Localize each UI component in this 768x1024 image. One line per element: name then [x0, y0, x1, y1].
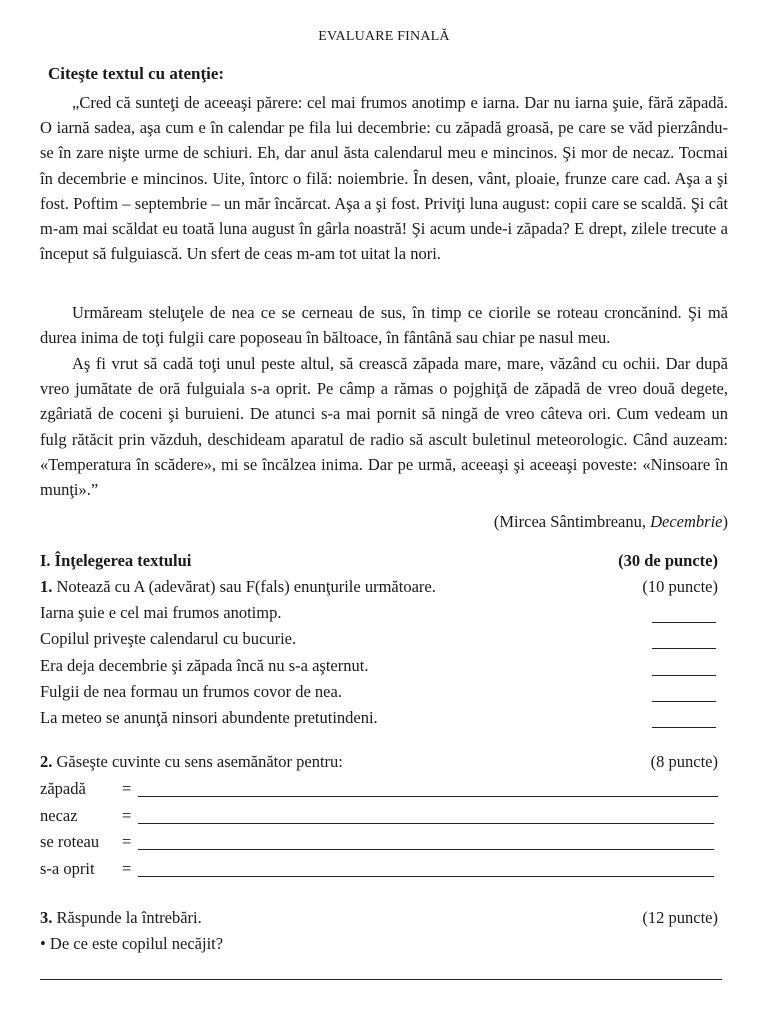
section-1-header	[40, 551, 718, 571]
synonym-row-2: necaz =	[40, 806, 718, 826]
section-1-points: (30 de puncte)	[618, 551, 718, 570]
answer-blank-1[interactable]	[652, 621, 716, 623]
reading-instruction: Citeşte textul cu atenţie:	[48, 64, 225, 83]
page-title: EVALUARE FINALĂ	[318, 29, 450, 44]
answer-blank-4[interactable]	[652, 700, 716, 702]
answer-blank-5[interactable]	[652, 726, 716, 728]
answer-blank-2[interactable]	[652, 647, 716, 649]
question-3-header: 3. Răspunde la întrebări. (12 puncte)	[40, 908, 718, 927]
synonym-row-3: se roteau =	[40, 832, 718, 852]
source-work-title: Decembrie	[650, 512, 723, 531]
synonym-answer-line-4[interactable]	[138, 875, 714, 877]
question-3-prompt: • De ce este copilul necăjit?	[40, 934, 224, 953]
synonym-answer-line-1[interactable]	[138, 795, 718, 797]
section-1-title: I. Înţelegerea textului	[40, 551, 192, 570]
statement-4: Fulgii de nea formau un frumos covor de nea.	[40, 682, 718, 702]
question-2-header: 2. Găseşte cuvinte cu sens asemănător pentru: (8 puncte)	[40, 752, 718, 771]
text-paragraph-3: Aş fi vrut să cadă toţi unul peste altul, să crească zăpada mare, mare, văzând cu ochii. Dar după vreo jumătate de oră fulguiala s-a oprit. Pe câmp a rămas o pojghiţă de zăpadă de vreo două degete, zgâriată de coceni şi buruieni. De atunci s-a mai pornit să ningă de vreo câteva ori. Cum vedeam un fulg rătăcit prin văzduh, deschideam aparatul de radio să ascult buletinul meteorologic. Când auzeam: «Temperatura în scădere», mi se încălzea inima. Dar pe urmă, aceeaşi şi aceeaşi poveste: «Ninsoare în munţi».”	[40, 354, 728, 500]
question-1-points: (10 puncte)	[642, 577, 718, 596]
text-source: (Mircea Sântimbreanu, Decembrie)	[493, 512, 728, 531]
synonym-row-1: zăpadă =	[40, 779, 718, 799]
statement-2: Copilul priveşte calendarul cu bucurie.	[40, 629, 718, 649]
answer-blank-3[interactable]	[652, 674, 716, 676]
question-1-header: 1. Notează cu A (adevărat) sau F(fals) enunţurile următoare. (10 puncte)	[40, 577, 718, 596]
text-paragraph-1: „Cred că sunteţi de aceeaşi părere: cel mai frumos anotimp e iarna. Dar nu iarna şuie, fără zăpadă. O iarnă sadea, aşa cum e în calendar pe fila lui decembrie: cu zăpadă groasă, pe care se văd pierzându-se în zare nişte urme de schiuri. Eh, dar anul ăsta calendarul meu e mincinos. Şi mor de necaz. Tocmai în decembrie e mincinos. Uite, întorc o filă: noiembrie. În desen, vânt, ploaie, frunze care cad. Aşa a şi fost. Poftim – septembrie – un măr încărcat. Aşa a şi fost. Priviţi luna august: copii care se scaldă. Şi cât m-am mai scăldat eu toată luna august în gârla noastră! Şi acum unde-i zăpada? E drept, zilele trecute a început să fulguiască. Un sfert de ceas m-am tot uitat la nori.	[40, 93, 728, 264]
synonym-row-4: s-a oprit =	[40, 859, 718, 879]
synonym-answer-line-2[interactable]	[138, 822, 714, 824]
statement-1: Iarna şuie e cel mai frumos anotimp.	[40, 603, 718, 623]
synonym-answer-line-3[interactable]	[138, 848, 714, 850]
statement-5: La meteo se anunţă ninsori abundente pretutindeni.	[40, 708, 718, 728]
answer-line-q3[interactable]	[40, 978, 722, 980]
question-3-points: (12 puncte)	[642, 908, 718, 927]
text-paragraph-2: Urmăream steluţele de nea ce se cerneau de sus, în timp ce ciorile se roteau croncănind. Şi mă durea inima de toţi fulgii care poposeau în băltoace, în fântână sau chiar pe nasul meu.	[40, 303, 728, 348]
statement-3: Era deja decembrie şi zăpada încă nu s-a aşternut.	[40, 656, 718, 676]
question-2-points: (8 puncte)	[650, 752, 718, 771]
